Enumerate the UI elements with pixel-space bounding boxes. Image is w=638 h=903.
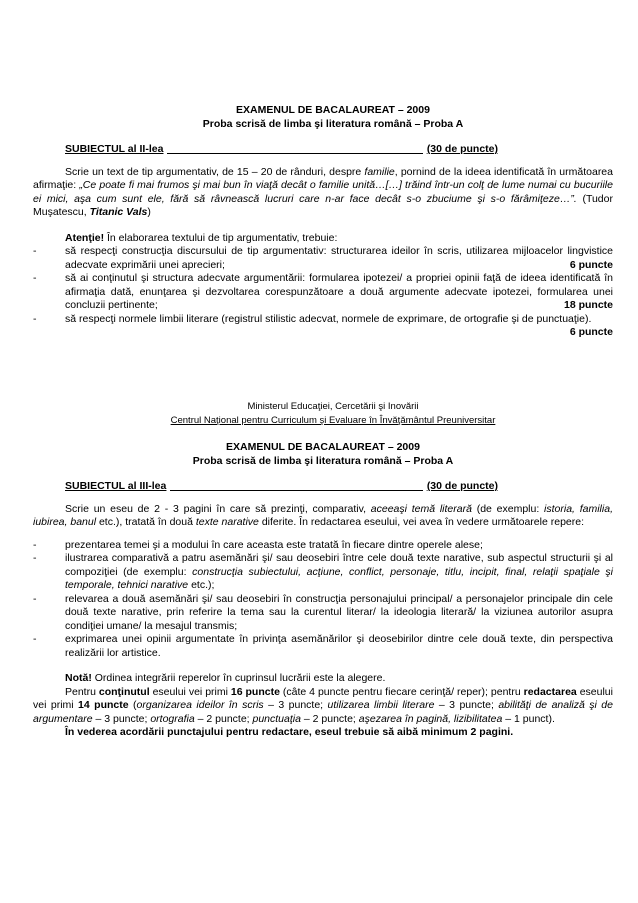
prompt-examples: istoria, familia, iubirea, banul — [33, 502, 613, 528]
scoring-content-points: 16 puncte — [230, 685, 280, 698]
scoring-text: – 1 punct). — [502, 712, 555, 725]
prompt-theme: aceeaşi temă literară — [370, 502, 472, 515]
criteria-item-3 — [33, 312, 613, 338]
scoring-criterion: utilizarea limbii literare — [327, 699, 435, 711]
prompt-text: Scrie un eseu de 2 - 3 pagini în care să prezinţi, comparativ, — [65, 502, 371, 515]
exam-title: EXAMENUL DE BACALAUREAT – 2009 — [226, 441, 420, 453]
note-label: Notă! — [65, 672, 92, 684]
reper-tail: etc.); — [188, 579, 215, 591]
note-line — [33, 672, 613, 686]
section-subject-3 — [33, 441, 613, 740]
criteria-text: să respecţi construcţia discursului de tip argumentativ: structurarea ideilor în scris, utilizarea mijloacelor lingvistice adecvate exprimării unei aprecieri; — [65, 245, 613, 271]
note-text: Ordinea integrării reperelor în cuprinsul lucrării este la alegere. — [91, 672, 386, 684]
prompt-keyword: familie — [364, 165, 395, 178]
scoring-text: – 3 puncte; — [263, 699, 328, 711]
scoring-criterion: punctuaţia — [252, 712, 301, 725]
scoring-text: (câte 4 puncte pentru fiecare cerinţă/ reper); pentru — [279, 685, 524, 698]
subject-label: SUBIECTUL al II-lea — [65, 143, 164, 155]
essay-prompt — [33, 503, 613, 530]
reper-examples: construcţia subiectului, acţiune, conflict, personaje, titlu, incipit, final, relaţii spaţiale şi temporale, tehnici narative — [65, 565, 613, 591]
attention-line — [33, 232, 613, 246]
reper-text: ilustrarea comparativă a patru asemănări şi/ sau deosebiri între cele două texte narative, sub aspectul structurii şi al compoziţiei (de exemplu: — [65, 552, 613, 578]
prompt-source-title: Titanic Vals — [89, 206, 148, 218]
subject-points: (30 de puncte) — [426, 480, 498, 492]
bullet-dash: - — [33, 272, 37, 284]
scoring-criterion: organizarea ideilor în scris — [136, 699, 264, 711]
bullet-dash: - — [33, 552, 37, 564]
exam-subtitle: Proba scrisă de limba şi literatura română – Proba A — [192, 454, 454, 467]
scoring-text: ( — [128, 699, 137, 711]
bullet-dash: - — [33, 592, 37, 605]
bullet-dash: - — [33, 538, 37, 551]
reper-text: prezentarea temei şi a modului în care aceasta este tratată în fiecare dintre operele alese; — [65, 538, 483, 551]
subject-points: (30 de puncte) — [426, 143, 498, 155]
bullet-dash: - — [33, 312, 37, 325]
prompt-text: Scrie un text de tip argumentativ, de 15 – 20 de rânduri, despre — [65, 165, 365, 178]
reper-text: exprimarea unei opinii argumentate în privinţa asemănărilor şi deosebirilor dintre cele două texte, din perspectiva realizării lor artistice. — [65, 633, 613, 659]
prompt-text-type: texte narative — [195, 516, 259, 528]
section-subject-2 — [33, 104, 613, 340]
subject-header — [33, 143, 498, 157]
subject-header — [33, 480, 498, 494]
prompt-text-3: etc.), tratată în două — [96, 516, 196, 528]
prompt-text-4: diferite. În redactarea eseului, vei avea în vedere următoarele repere: — [258, 516, 585, 528]
subject-underline — [170, 480, 422, 491]
scoring-paragraph — [33, 686, 613, 727]
scoring-text: – 3 puncte; — [434, 699, 499, 711]
scoring-text: Pentru — [65, 685, 99, 698]
prompt-quote: „Ce poate fi mai frumos şi mai bun în viaţă decât o familie unită…[…] trăind într-un colţ de lume numai cu bucuriile ei mici, aşa cum sunt ele, fără să râvnească lucruri care n-ar face decât s-o zbuciume şi s-o fărâmiţeze…”. — [33, 179, 613, 205]
minimum-pages-note: În vederea acordării punctajului pentru redactare, eseul trebuie să aibă minimum 2 pagini. — [65, 726, 514, 738]
prompt-source-close: ) — [147, 206, 151, 218]
criteria-text: să ai conţinutul şi structura adecvate argumentării: formularea ipotezei/ a propriei opinii faţă de ideea identificată în afirmaţia dată, enunţarea şi dezvoltarea corespunzătoare a două argumente adecvate ipotezei, formularea unei concluzii pertinente; — [65, 272, 613, 311]
scoring-writing-label: redactarea — [523, 685, 577, 698]
criteria-points: 18 puncte — [563, 299, 613, 311]
scoring-text: – 2 puncte; — [300, 712, 359, 725]
reper-item-2 — [33, 552, 613, 593]
attention-text: În elaborarea textului de tip argumentativ, trebuie: — [104, 231, 338, 244]
prompt-text-2: (de exemplu: — [471, 502, 545, 515]
scoring-criterion: abilităţi de analiză şi de argumentare — [33, 699, 613, 725]
criteria-item-1 — [33, 245, 613, 272]
subject-label: SUBIECTUL al III-lea — [65, 480, 167, 492]
subject-prompt — [33, 166, 613, 220]
criteria-points: 6 puncte — [569, 258, 613, 271]
criteria-text: să respecţi normele limbii literare (registrul stilistic adecvat, normele de exprimare, de ortografie şi de punctuaţie). — [65, 312, 592, 325]
scoring-text: eseului vei primi — [33, 685, 613, 711]
scoring-criterion: ortografia — [150, 712, 195, 725]
bullet-dash: - — [33, 633, 37, 645]
scoring-text: eseului vei primi — [149, 685, 231, 698]
ministry-name: Ministerul Educaţiei, Cercetării şi Inovării — [247, 401, 419, 412]
scoring-content-label: conţinutul — [98, 685, 150, 698]
scoring-text: – 2 puncte; — [194, 712, 253, 725]
criteria-points: 6 puncte — [569, 326, 613, 338]
subject-underline — [167, 143, 422, 154]
criteria-item-2 — [33, 272, 613, 313]
exam-title: EXAMENUL DE BACALAUREAT – 2009 — [236, 104, 430, 116]
reper-text: relevarea a două asemănări şi/ sau deosebiri în construcţia personajului principal/ a personajelor principale din cele două texte narative, prin referire la tema sau la curentul literar/ la ideologia literară/ la viziunea autorilor asupra condiţiei umane/ la mesajul transmis; — [65, 592, 613, 632]
scoring-writing-points: 14 puncte — [78, 699, 129, 711]
prompt-source: (Tudor Muşatescu, — [33, 192, 613, 218]
exam-subtitle: Proba scrisă de limba şi literatura română – Proba A — [202, 117, 464, 130]
bullet-dash: - — [33, 245, 37, 257]
centre-name: Centrul Naţional pentru Curriculum şi Evaluare în Învăţământul Preuniversitar — [170, 414, 496, 426]
attention-label: Atenţie! — [65, 231, 105, 244]
ministry-footer — [33, 400, 613, 427]
reper-item-3 — [33, 593, 613, 634]
scoring-text: – 3 puncte; — [92, 712, 151, 725]
scoring-criterion: aşezarea în pagină, lizibilitatea — [358, 712, 503, 725]
reper-item-4 — [33, 633, 613, 660]
reper-item-1 — [33, 539, 613, 553]
prompt-text-2: , pornind de la ideea identificată în următoarea afirmaţie: — [33, 165, 613, 191]
